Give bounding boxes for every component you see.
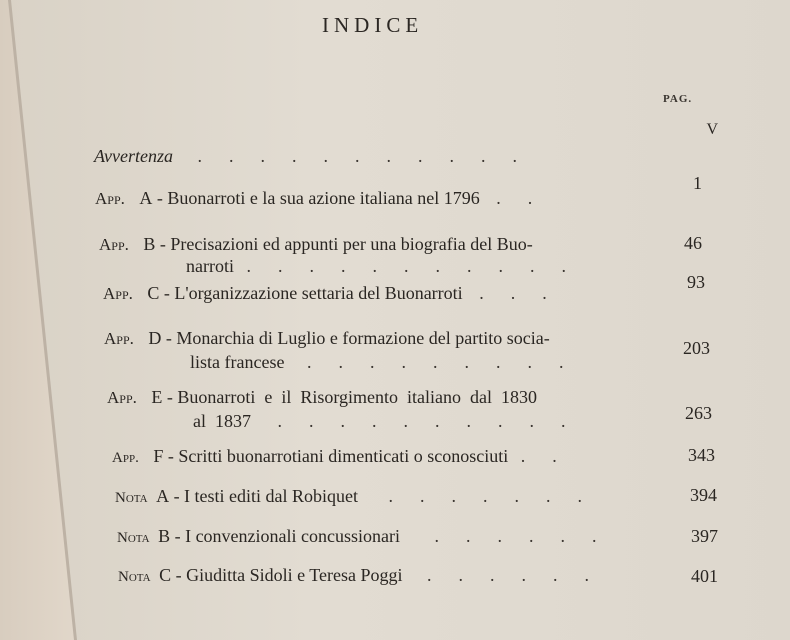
- leader-dots: . .: [496, 188, 533, 208]
- leader-dots: . .: [520, 446, 557, 466]
- toc-entry-avvertenza: [94, 146, 517, 167]
- entry-letter: D: [148, 328, 162, 348]
- entry-prefix: App.: [99, 235, 129, 254]
- entry-text: Avvertenza: [94, 146, 173, 166]
- leader-dots: . . . . . . . . . . .: [246, 256, 566, 276]
- leader-dots: . . . . . . . . . .: [277, 411, 566, 431]
- leader-dots: . . .: [479, 283, 547, 303]
- page-number: 203: [683, 338, 710, 358]
- entry-text: - Precisazioni ed appunti per una biografia del Buo-: [159, 234, 533, 254]
- entry-letter: F: [153, 446, 164, 466]
- page-column-header: PAG.: [663, 93, 693, 105]
- entry-text: - Scritti buonarrotiani dimenticati o sconosciuti: [167, 446, 509, 466]
- entry-prefix: App.: [103, 284, 133, 303]
- entry-prefix: Nota: [117, 530, 150, 546]
- entry-text: - I testi editi dal Robiquet: [173, 486, 359, 506]
- toc-entry: [107, 387, 537, 408]
- toc-entry: [104, 328, 550, 349]
- entry-letter: C: [147, 283, 160, 303]
- toc-entry-continuation: [186, 256, 566, 277]
- entry-text: - L'organizzazione settaria del Buonarroti: [163, 283, 463, 303]
- toc-entry-continuation: [193, 411, 566, 432]
- page-number: 263: [685, 403, 712, 423]
- page-number: 397: [691, 526, 718, 546]
- page-number: 394: [690, 485, 717, 505]
- page-number: 1: [693, 173, 702, 193]
- entry-text-continued: lista francese: [190, 352, 285, 372]
- leader-dots: . . . . . .: [426, 565, 589, 585]
- entry-prefix: App.: [107, 388, 137, 407]
- entry-text-continued: al 1837: [193, 411, 251, 431]
- entry-prefix: Nota: [115, 490, 148, 506]
- entry-letter: E: [151, 387, 163, 407]
- toc-entry: [118, 565, 589, 586]
- toc-entry-continuation: [190, 352, 563, 373]
- leader-dots: . . . . . . . . .: [306, 352, 564, 372]
- entry-text: - Buonarroti e il Risorgimento italiano dal 1830: [166, 387, 537, 407]
- entry-prefix: App.: [112, 450, 139, 466]
- toc-entry: [99, 234, 533, 255]
- previous-page-edge: [0, 0, 90, 640]
- entry-prefix: Nota: [118, 569, 151, 585]
- entry-prefix: App.: [104, 329, 134, 348]
- toc-entry: [115, 486, 582, 507]
- page-title: INDICE: [322, 13, 424, 37]
- toc-entry: [103, 283, 547, 304]
- entry-text: - Giuditta Sidoli e Teresa Poggi: [175, 565, 403, 585]
- entry-letter: A: [139, 188, 153, 208]
- entry-letter: B: [158, 526, 171, 546]
- toc-entry: [117, 526, 597, 547]
- leader-dots: . . . . . . . . . . .: [197, 146, 517, 166]
- entry-text: - Monarchia di Luglio e formazione del partito socia-: [165, 328, 550, 348]
- leader-dots: . . . . . .: [434, 526, 597, 546]
- page-number: V: [706, 121, 718, 138]
- entry-letter: A: [156, 486, 170, 506]
- toc-entry: [112, 446, 557, 467]
- entry-text: - I convenzionali concussionari: [174, 526, 400, 546]
- page-number: 93: [687, 272, 705, 292]
- entry-text: - Buonarroti e la sua azione italiana nel 1796: [156, 188, 480, 208]
- entry-prefix: App.: [95, 189, 125, 208]
- page-number: 401: [691, 566, 718, 586]
- page-number: 343: [688, 445, 715, 465]
- leader-dots: . . . . . . .: [388, 486, 583, 506]
- entry-text-continued: narroti: [186, 256, 234, 276]
- page-number: 46: [684, 233, 702, 253]
- toc-entry: [95, 188, 532, 209]
- entry-letter: C: [159, 565, 172, 585]
- entry-letter: B: [143, 234, 156, 254]
